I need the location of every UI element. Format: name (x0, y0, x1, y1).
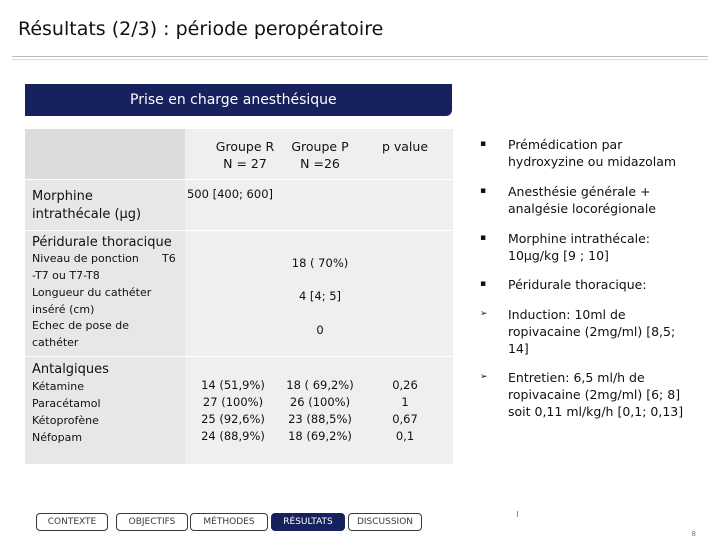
row-divider (25, 230, 453, 231)
table-header-title: Prise en charge anesthésique (130, 92, 337, 108)
bullet-text-line: ropivacaine (2mg/ml) [6; 8] (508, 387, 681, 402)
bullet-text-line: hydroxyzine ou midazolam (508, 154, 677, 169)
antalgique-pvalue: 0,1 (395, 429, 415, 443)
bullet-text-line: 14] (508, 341, 529, 356)
table-header-bar (25, 84, 452, 116)
antalgique-pvalue: 0,26 (392, 378, 418, 392)
antalgique-pvalue: 1 (401, 395, 409, 409)
square-bullet-icon: ▪ (480, 279, 487, 289)
nav-discussion[interactable]: DISCUSSION (348, 513, 422, 531)
bullet-text-line: 10µg/kg [9 ; 10] (508, 248, 609, 263)
column-header-pvalue: p value (381, 139, 429, 154)
morphine-label-line1: Morphine (32, 189, 93, 204)
niveau-label-line2: -T7 ou T7-T8 (32, 269, 100, 282)
bullet-text-line: Induction: 10ml de (508, 307, 626, 322)
antalgique-p-value: 18 (69,2%) (288, 429, 352, 443)
antalgique-name: Néfopam (32, 431, 83, 444)
echec-label-line2: cathéter (32, 336, 79, 349)
square-bullet-icon: ▪ (480, 233, 487, 243)
title-divider-secondary (12, 59, 708, 60)
echec-label-line1: Echec de pose de (32, 319, 129, 332)
antalgique-p-value: 23 (88,5%) (288, 412, 352, 426)
progress-tick (517, 511, 518, 517)
longueur-label-line2: inséré (cm) (32, 303, 95, 316)
square-bullet-icon: ▪ (480, 139, 487, 149)
column-header-r-name: Groupe R (215, 139, 275, 154)
arrow-bullet-icon: ➢ (480, 372, 488, 382)
longueur-label-line1: Longueur du cathéter (32, 286, 152, 299)
antalgique-r-value: 24 (88,9%) (201, 429, 265, 443)
antalgique-name: Kétamine (32, 380, 84, 393)
morphine-value: 500 [400; 600] (186, 187, 273, 201)
antalgique-r-value: 25 (92,6%) (201, 412, 265, 426)
antalgique-r-value: 14 (51,9%) (201, 378, 265, 392)
column-header-r-n: N = 27 (223, 156, 267, 171)
square-bullet-icon: ▪ (480, 186, 487, 196)
antalgiques-label: Antalgiques (32, 362, 109, 377)
column-header-groupe-p (265, 138, 375, 172)
longueur-value: 4 [4; 5] (298, 289, 342, 303)
column-header-p-name: Groupe P (291, 139, 349, 154)
nav-contexte[interactable]: CONTEXTE (36, 513, 108, 531)
nav-resultats[interactable]: RÉSULTATS (271, 513, 345, 531)
antalgique-r-value: 27 (100%) (202, 395, 264, 409)
antalgique-p-value: 26 (100%) (289, 395, 351, 409)
bullet-text-line: Prémédication par (508, 137, 623, 152)
bullet-text-line: Morphine intrathécale: (508, 231, 651, 246)
page-number: 8 (691, 530, 696, 538)
table-header-empty-cell (25, 129, 185, 179)
bullet-text-line: Entretien: 6,5 ml/h de (508, 370, 645, 385)
niveau-value: 18 ( 70%) (291, 256, 349, 270)
column-header-p-n: N =26 (300, 156, 340, 171)
bullet-text-line: Péridurale thoracique: (508, 277, 647, 292)
antalgique-name: Paracétamol (32, 397, 101, 410)
peridurale-label: Péridurale thoracique (32, 235, 172, 250)
antalgique-name: Kétoprofène (32, 414, 99, 427)
antalgique-pvalue: 0,67 (392, 412, 418, 426)
nav-objectifs[interactable]: OBJECTIFS (116, 513, 188, 531)
slide-title: Résultats (2/3) : période peropératoire (18, 18, 384, 40)
bullet-text-line: analgésie locorégionale (508, 201, 656, 216)
niveau-label-t6: T6 (162, 252, 176, 265)
arrow-bullet-icon: ➢ (480, 309, 488, 319)
bullet-text-line: ropivacaine (2mg/ml) [8,5; (508, 324, 676, 339)
bullet-text-line: Anesthésie générale + (508, 184, 651, 199)
niveau-label-line1: Niveau de ponction (32, 252, 139, 265)
morphine-label-line2: intrathécale (µg) (32, 207, 142, 222)
bullet-text-line: soit 0,11 ml/kg/h [0,1; 0,13] (508, 404, 684, 419)
row-divider (25, 179, 453, 180)
antalgique-p-value: 18 ( 69,2%) (286, 378, 354, 392)
row-divider (25, 356, 453, 357)
echec-value: 0 (316, 323, 324, 337)
title-divider (12, 56, 708, 57)
nav-methodes[interactable]: MÉTHODES (190, 513, 268, 531)
